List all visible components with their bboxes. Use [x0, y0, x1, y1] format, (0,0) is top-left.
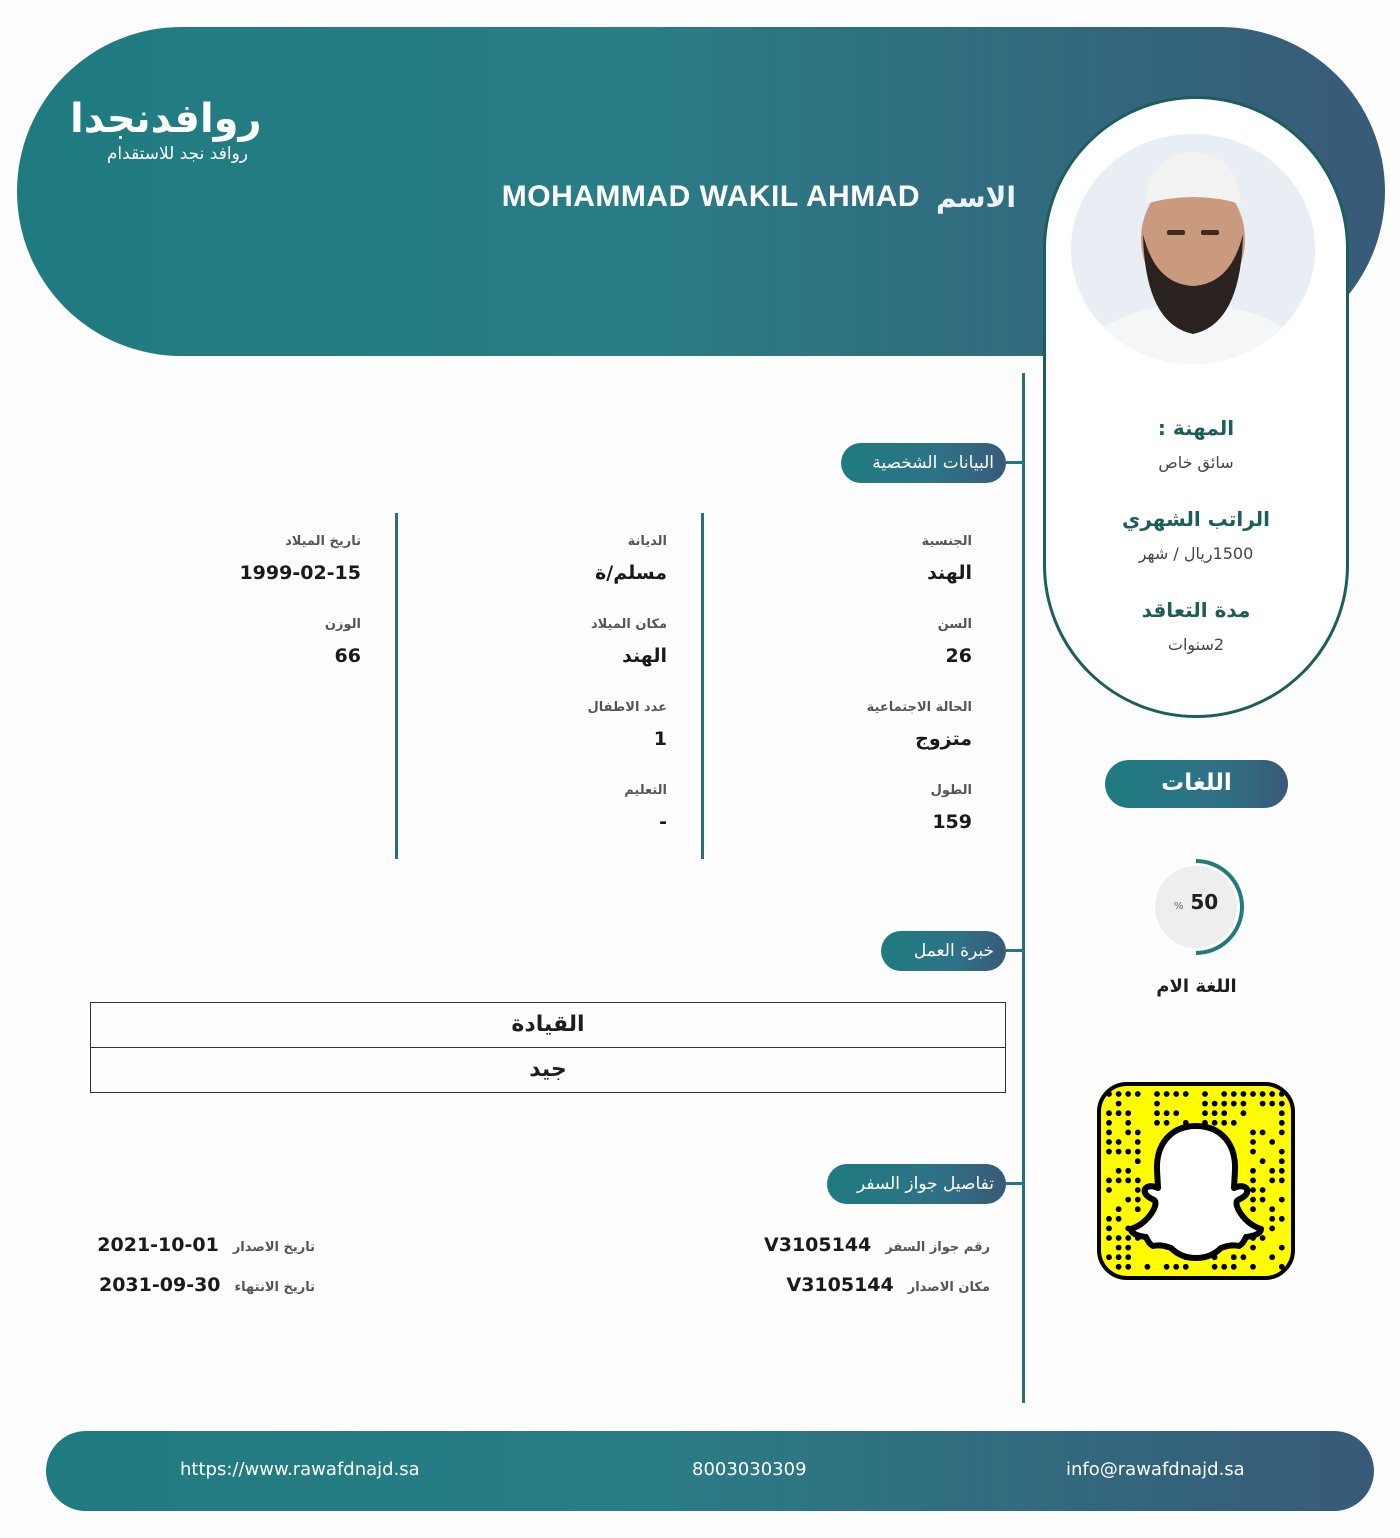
snapcode-dot: [1154, 1120, 1160, 1126]
section-passport-tick: [1006, 1182, 1024, 1185]
snapcode[interactable]: [1097, 1082, 1295, 1280]
section-personal: البيانات الشخصية: [841, 443, 1006, 483]
height-field: [672, 783, 972, 833]
snapcode-dot: [1125, 1254, 1131, 1260]
weight-value: 66: [334, 645, 361, 667]
snapcode-dot: [1164, 1110, 1170, 1116]
snapcode-dot: [1221, 1264, 1227, 1270]
snapcode-dot: [1116, 1206, 1122, 1212]
passport-expiry-label: تاريخ الانتهاء: [234, 1280, 315, 1295]
snapcode-dot: [1125, 1197, 1131, 1203]
snapcode-dot: [1164, 1264, 1170, 1270]
snapcode-dot: [1116, 1110, 1122, 1116]
snapcode-dot: [1221, 1091, 1227, 1097]
passport-number-field: [764, 1234, 990, 1256]
passport-place-value: V3105144: [786, 1274, 894, 1296]
age-value: 26: [945, 645, 972, 667]
religion-field: [367, 534, 667, 584]
snapcode-dot: [1241, 1101, 1247, 1107]
candidate-photo: [1071, 134, 1315, 364]
languages-title: اللغات: [1105, 760, 1288, 808]
snapcode-dot: [1269, 1178, 1275, 1184]
snapcode-dot: [1116, 1264, 1122, 1270]
religion-value: مسلم/ة: [595, 562, 667, 584]
snapcode-dot: [1164, 1091, 1170, 1097]
passport-place-label: مكان الاصدار: [907, 1280, 990, 1295]
passport-issue-field: [97, 1234, 315, 1256]
snapcode-dot: [1106, 1187, 1112, 1193]
snapcode-dot: [1279, 1091, 1285, 1097]
passport-number-value: V3105144: [764, 1234, 872, 1256]
snapcode-dot: [1241, 1254, 1247, 1260]
education-label: التعليم: [624, 783, 667, 798]
snapcode-dot: [1106, 1120, 1112, 1126]
snapcode-dot: [1154, 1110, 1160, 1116]
snapcode-dot: [1221, 1101, 1227, 1107]
logo-mark: روافدنجدا: [70, 96, 262, 142]
snapcode-dot: [1260, 1197, 1266, 1203]
snapcode-dot: [1135, 1139, 1141, 1145]
snapcode-dot: [1269, 1226, 1275, 1232]
snapcode-dot: [1173, 1091, 1179, 1097]
snapcode-dot: [1250, 1139, 1256, 1145]
experience-level: جيد: [529, 1057, 567, 1082]
snapcode-dot: [1241, 1091, 1247, 1097]
snapcode-dot: [1212, 1120, 1218, 1126]
footer-email[interactable]: info@rawafdnajd.sa: [1066, 1459, 1245, 1480]
snapcode-dot: [1250, 1149, 1256, 1155]
snapcode-dot: [1106, 1235, 1112, 1241]
snapcode-dot: [1106, 1110, 1112, 1116]
nationality-label: الجنسية: [921, 534, 972, 549]
snapcode-dot: [1183, 1264, 1189, 1270]
marital-field: [672, 700, 972, 750]
logo-subtitle: روافد نجد للاستقدام: [106, 144, 248, 164]
children-label: عدد الاطفال: [587, 700, 667, 715]
snapcode-dot: [1250, 1197, 1256, 1203]
snapcode-dot: [1250, 1168, 1256, 1174]
snapcode-dot: [1135, 1187, 1141, 1193]
snapcode-dot: [1279, 1245, 1285, 1251]
snapcode-dot: [1135, 1091, 1141, 1097]
snapcode-dot: [1125, 1120, 1131, 1126]
snapcode-dot: [1145, 1264, 1151, 1270]
snapcode-dot: [1202, 1101, 1208, 1107]
snapcode-dot: [1279, 1101, 1285, 1107]
snapcode-dot: [1106, 1254, 1112, 1260]
snapcode-dot: [1241, 1110, 1247, 1116]
snapcode-dot: [1135, 1149, 1141, 1155]
snapcode-dot: [1279, 1110, 1285, 1116]
snapcode-dot: [1135, 1197, 1141, 1203]
snapcode-dot: [1116, 1091, 1122, 1097]
snapcode-dot: [1279, 1130, 1285, 1136]
snapcode-dot: [1116, 1168, 1122, 1174]
section-experience-tick: [1006, 949, 1024, 952]
snapcode-dot: [1250, 1130, 1256, 1136]
snapcode-dot: [1116, 1216, 1122, 1222]
snapcode-dot: [1260, 1130, 1266, 1136]
snapcode-dot: [1116, 1139, 1122, 1145]
snapcode-dot: [1279, 1178, 1285, 1184]
person-photo-icon: [1071, 134, 1315, 364]
language-level: [1155, 890, 1237, 914]
salary-label: الراتب الشهري: [1122, 507, 1270, 531]
snapcode-dot: [1125, 1235, 1131, 1241]
snapcode-dot: [1116, 1235, 1122, 1241]
snapcode-dot: [1260, 1187, 1266, 1193]
weight-label: الوزن: [324, 617, 361, 632]
experience-table: [90, 1002, 1006, 1093]
profession-value: سائق خاص: [1158, 453, 1234, 472]
religion-label: الديانة: [627, 534, 667, 549]
snapcode-dot: [1135, 1206, 1141, 1212]
section-personal-tick: [1006, 461, 1024, 464]
snapcode-dot: [1125, 1130, 1131, 1136]
snapcode-dot: [1269, 1091, 1275, 1097]
snapcode-dot: [1106, 1226, 1112, 1232]
snapcode-dot: [1212, 1101, 1218, 1107]
snapcode-dot: [1269, 1216, 1275, 1222]
snapcode-dot: [1279, 1216, 1285, 1222]
snapcode-dot: [1269, 1101, 1275, 1107]
name-label: الاسم: [936, 180, 1016, 214]
snapcode-dot: [1250, 1091, 1256, 1097]
snapcode-dot: [1116, 1178, 1122, 1184]
snapcode-dot: [1260, 1101, 1266, 1107]
age-label: السن: [937, 617, 972, 632]
birthdate-label: تاريخ الميلاد: [285, 534, 361, 549]
company-logo: [70, 95, 262, 175]
snapcode-dot: [1173, 1110, 1179, 1116]
snapcode-dot: [1116, 1254, 1122, 1260]
snapcode-dot: [1173, 1264, 1179, 1270]
snapcode-dot: [1106, 1149, 1112, 1155]
snapcode-dot: [1116, 1149, 1122, 1155]
snapcode-dot: [1125, 1110, 1131, 1116]
snapcode-dot: [1106, 1091, 1112, 1097]
language-percent: 50: [1190, 890, 1219, 914]
nationality-field: [672, 534, 972, 584]
snapcode-dot: [1279, 1149, 1285, 1155]
children-value: 1: [653, 728, 667, 750]
candidate-name-row: [502, 180, 1016, 214]
age-field: [672, 617, 972, 667]
marital-label: الحالة الاجتماعية: [866, 700, 972, 715]
weight-field: [61, 617, 361, 667]
section-passport: تفاصيل جواز السفر: [827, 1164, 1006, 1204]
profession-label: المهنة :: [1157, 416, 1235, 440]
snapcode-dot: [1250, 1264, 1256, 1270]
name-value: MOHAMMAD WAKIL AHMAD: [501, 180, 921, 213]
passport-place-field: [786, 1274, 990, 1296]
marital-value: متزوج: [915, 728, 972, 750]
snapcode-dot: [1231, 1254, 1237, 1260]
snapcode-dot: [1154, 1101, 1160, 1107]
snapcode-dot: [1106, 1178, 1112, 1184]
contract-label: مدة التعاقد: [1141, 598, 1251, 622]
snapcode-dot: [1212, 1110, 1218, 1116]
timeline-line: [1022, 373, 1025, 1403]
passport-issue-label: تاريخ الاصدار: [232, 1240, 315, 1255]
snapcode-dot: [1279, 1197, 1285, 1203]
snapcode-dot: [1269, 1206, 1275, 1212]
snapcode-dot: [1269, 1254, 1275, 1260]
snapcode-dot: [1221, 1110, 1227, 1116]
snapcode-dot: [1106, 1130, 1112, 1136]
snapcode-dot: [1202, 1110, 1208, 1116]
passport-expiry-field: [99, 1274, 315, 1296]
snapchat-ghost-icon: [1101, 1086, 1291, 1276]
snapcode-dot: [1212, 1264, 1218, 1270]
snapcode-dot: [1269, 1168, 1275, 1174]
snapcode-dot: [1260, 1091, 1266, 1097]
children-field: [367, 700, 667, 750]
footer-phone[interactable]: 8003030309: [692, 1459, 807, 1480]
snapcode-dot: [1135, 1130, 1141, 1136]
snapcode-dot: [1135, 1158, 1141, 1164]
contract-value: 2سنوات: [1167, 635, 1225, 654]
snapcode-dot: [1250, 1187, 1256, 1193]
snapcode-dot: [1269, 1139, 1275, 1145]
education-value: -: [659, 811, 667, 833]
snapcode-dot: [1279, 1120, 1285, 1126]
snapcode-dot: [1183, 1091, 1189, 1097]
birthdate-value: 1999-02-15: [239, 562, 361, 584]
snapcode-dot: [1231, 1091, 1237, 1097]
snapcode-dot: [1279, 1158, 1285, 1164]
passport-issue-value: 2021-10-01: [97, 1234, 219, 1256]
snapcode-dot: [1135, 1178, 1141, 1184]
snapcode-dot: [1231, 1264, 1237, 1270]
snapcode-dot: [1106, 1216, 1112, 1222]
footer-band: [46, 1431, 1374, 1511]
snapcode-dot: [1250, 1245, 1256, 1251]
snapcode-dot: [1260, 1158, 1266, 1164]
language-unit: %: [1173, 901, 1184, 912]
snapcode-dot: [1125, 1149, 1131, 1155]
snapcode-dot: [1154, 1091, 1160, 1097]
birthplace-field: [367, 617, 667, 667]
birthdate-field: [61, 534, 361, 584]
snapcode-dot: [1125, 1264, 1131, 1270]
language-name: اللغة الام: [1156, 976, 1237, 997]
birthplace-label: مكان الميلاد: [590, 617, 667, 632]
snapcode-dot: [1125, 1091, 1131, 1097]
snapcode-dot: [1250, 1206, 1256, 1212]
footer-website[interactable]: https://www.rawafdnajd.sa: [180, 1459, 420, 1480]
snapcode-dot: [1279, 1264, 1285, 1270]
snapcode-dot: [1231, 1120, 1237, 1126]
nationality-value: الهند: [927, 562, 972, 584]
passport-expiry-value: 2031-09-30: [98, 1274, 221, 1296]
snapcode-dot: [1260, 1235, 1266, 1241]
experience-skill: القيادة: [91, 1003, 1005, 1048]
snapcode-dot: [1106, 1139, 1112, 1145]
snapcode-dot: [1125, 1245, 1131, 1251]
section-experience: خبرة العمل: [881, 931, 1006, 971]
snapcode-dot: [1202, 1091, 1208, 1097]
snapcode-dot: [1116, 1245, 1122, 1251]
snapcode-dot: [1250, 1178, 1256, 1184]
snapcode-dot: [1221, 1120, 1227, 1126]
snapcode-dot: [1231, 1101, 1237, 1107]
snapcode-dot: [1164, 1120, 1170, 1126]
height-value: 159: [932, 811, 972, 833]
passport-number-label: رقم جواز السفر: [885, 1240, 990, 1255]
birthplace-value: الهند: [622, 645, 667, 667]
education-field: [367, 783, 667, 833]
snapcode-dot: [1125, 1178, 1131, 1184]
snapcode-dot: [1125, 1168, 1131, 1174]
salary-value: 1500ريال / شهر: [1138, 544, 1254, 563]
height-label: الطول: [930, 783, 972, 798]
snapcode-dot: [1279, 1168, 1285, 1174]
snapcode-dot: [1116, 1101, 1122, 1107]
